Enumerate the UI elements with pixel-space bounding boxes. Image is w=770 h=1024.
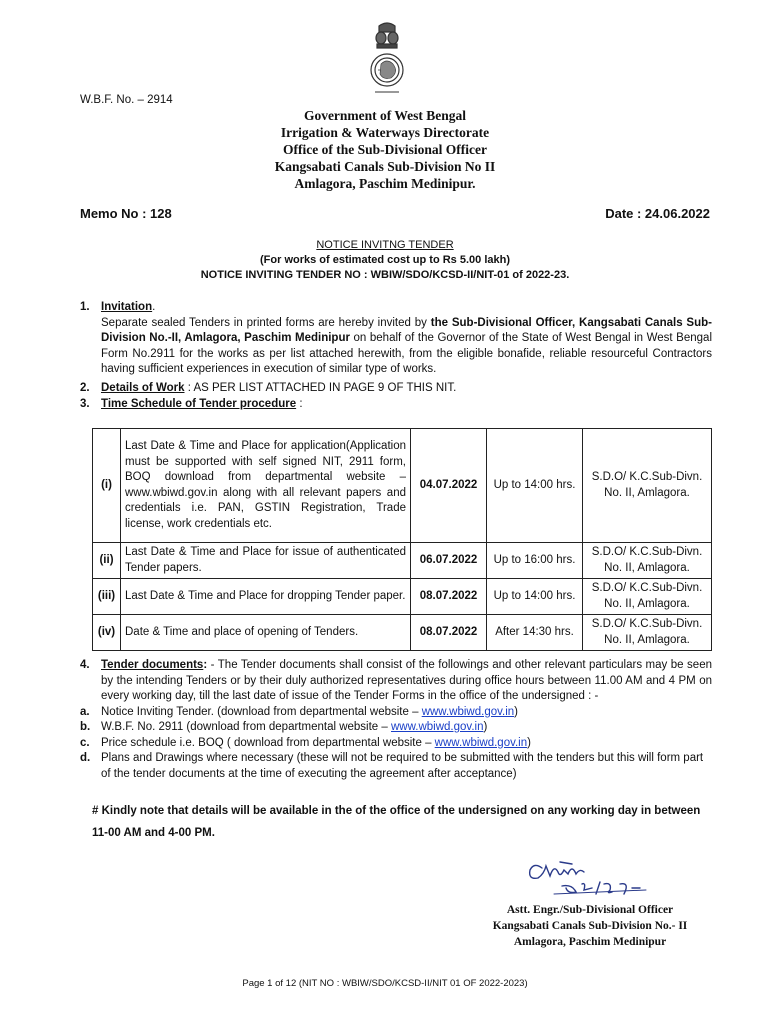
section-title-punct: . [152,301,156,313]
row-number: (iii) [93,579,121,615]
handwritten-signature [520,854,670,898]
table-row [93,615,712,651]
wbiwd-link[interactable]: www.wbiwd.gov.in [434,736,528,749]
notice-title-block [0,238,770,283]
office-line-directorate: Irrigation & Waterways Directorate [280,125,490,140]
section-number: 3. [80,398,90,410]
list-item [80,736,712,752]
list-text: Price schedule i.e. BOQ ( download from departmental website – [101,736,435,749]
list-item [80,720,712,736]
row-place: S.D.O/ K.C.Sub-Divn. No. II, Amlagora. [583,429,712,543]
section-title: Invitation [101,301,153,313]
section-details-of-work [80,381,712,397]
row-place: S.D.O/ K.C.Sub-Divn. No. II, Amlagora. [583,615,712,651]
row-description: Last Date & Time and Place for application(Application must be supported with self signed NIT, 2911 form, BOQ download from departmental website – www.wbiwd.gov.in along with all relevant papers and credentials i.e. PAN, GSTIN Registration, Trade license, work credentials etc. [121,429,411,543]
page-footer: Page 1 of 12 (NIT NO : WBIW/SDO/KCSD-II/NIT 01 OF 2022-2023) [242,978,528,989]
invitation-text-a: Separate sealed Tenders in printed forms are hereby invited by [101,316,431,329]
tender-docs-text: - The Tender documents shall consist of the followings and other relevant particulars may be seen by the intending Tenders or by their duly authorized representatives during office hours between 11.00 AM and 4 PM on every working day, till the last date of issue of the Tender Forms in the office of the undersigned : - [101,659,712,702]
list-text: Notice Inviting Tender. (download from departmental website – [101,705,422,718]
notice-cost-limit: (For works of estimated cost up to Rs 5.00 lakh) [260,254,510,266]
notice-nit-number: NOTICE INVITING TENDER NO : WBIW/SDO/KCSD-II/NIT-01 of 2022-23. [200,269,570,281]
list-close: ) [483,721,488,733]
list-letter: a. [80,705,90,718]
kindly-note: # Kindly note that details will be available in the of the office of the undersigned on any working day in between 11-00 AM and 4-00 PM. [92,805,701,839]
row-time: Up to 14:00 hrs. [487,579,583,615]
row-description: Last Date & Time and Place for issue of authenticated Tender papers. [121,543,411,579]
table-row [93,579,712,615]
row-place: S.D.O/ K.C.Sub-Divn. No. II, Amlagora. [583,543,712,579]
notice-heading: NOTICE INVITNG TENDER [316,239,454,251]
row-time: Up to 14:00 hrs. [487,429,583,543]
row-time: Up to 16:00 hrs. [487,543,583,579]
state-emblem-icon [365,20,409,98]
row-time: After 14:30 hrs. [487,615,583,651]
memo-number: Memo No : 128 [80,206,172,221]
office-line-location: Amlagora, Paschim Medinipur. [294,176,476,191]
time-schedule-table [92,428,712,651]
list-letter: d. [80,752,91,764]
section-title-punct: : [203,659,208,671]
signatory-subdivision: Kangsabati Canals Sub-Division No.- II [492,920,688,932]
row-description: Last Date & Time and Place for dropping Tender paper. [121,579,411,615]
section-number: 1. [80,301,90,313]
section-title: Tender documents [101,659,204,671]
section-number: 4. [80,659,90,671]
row-date: 06.07.2022 [411,543,487,579]
row-date: 08.07.2022 [411,615,487,651]
office-heading [0,107,770,192]
invitation-text-b: on behalf of the Governor of the State of West Bengal in West Bengal Form No.2911 for the works as per list attached herewith, from the eligible bonafide, reliable resourceful Contractors having sufficient experiences in execution of similar type of works. [101,332,712,375]
row-number: (ii) [93,543,121,579]
signatory-block [490,902,690,950]
invitation-text-bold: the Sub-Divisional Officer, Kangsabati Canals Sub-Division No.-II, Amlagora, Paschim Medinipur [101,316,712,344]
wbf-number: W.B.F. No. – 2914 [80,94,173,106]
section-time-schedule [80,397,712,413]
tender-docs-intro [80,658,712,705]
section-invitation [80,300,712,378]
office-line-subdivision: Kangsabati Canals Sub-Division No II [274,159,496,174]
list-letter: b. [80,721,91,733]
row-place: S.D.O/ K.C.Sub-Divn. No. II, Amlagora. [583,579,712,615]
details-text: : AS PER LIST ATTACHED IN PAGE 9 OF THIS NIT. [184,382,457,394]
office-line-government: Government of West Bengal [303,108,467,123]
list-text: Plans and Drawings where necessary (these will not be required to be submitted with the tenders but this will form part of the tender documents at the time of executing the agreement after acceptance) [101,752,704,780]
list-text: W.B.F. No. 2911 (download from departmental website – [101,721,391,733]
wbiwd-link[interactable]: www.wbiwd.gov.in [391,721,484,733]
list-item [80,751,712,782]
section-number: 2. [80,382,90,394]
section-tender-documents [80,658,712,782]
table-row [93,429,712,543]
office-line-office: Office of the Sub-Divisional Officer [283,142,487,157]
section-title: Details of Work [101,382,185,394]
list-letter: c. [80,736,90,749]
section-title: Time Schedule of Tender procedure [101,398,297,410]
memo-date: Date : 24.06.2022 [605,206,710,221]
row-date: 04.07.2022 [411,429,487,543]
table-row [93,543,712,579]
list-close: ) [514,705,518,718]
signatory-title: Astt. Engr./Sub-Divisional Officer [506,904,674,916]
row-number: (i) [93,429,121,543]
row-description: Date & Time and place of opening of Tenders. [121,615,411,651]
list-item [80,705,712,721]
row-number: (iv) [93,615,121,651]
list-close: ) [527,736,531,749]
section-title-punct: : [296,398,303,410]
signatory-location: Amlagora, Paschim Medinipur [513,936,667,948]
invitation-text [101,316,712,378]
row-date: 08.07.2022 [411,579,487,615]
wbiwd-link[interactable]: www.wbiwd.gov.in [421,705,515,718]
